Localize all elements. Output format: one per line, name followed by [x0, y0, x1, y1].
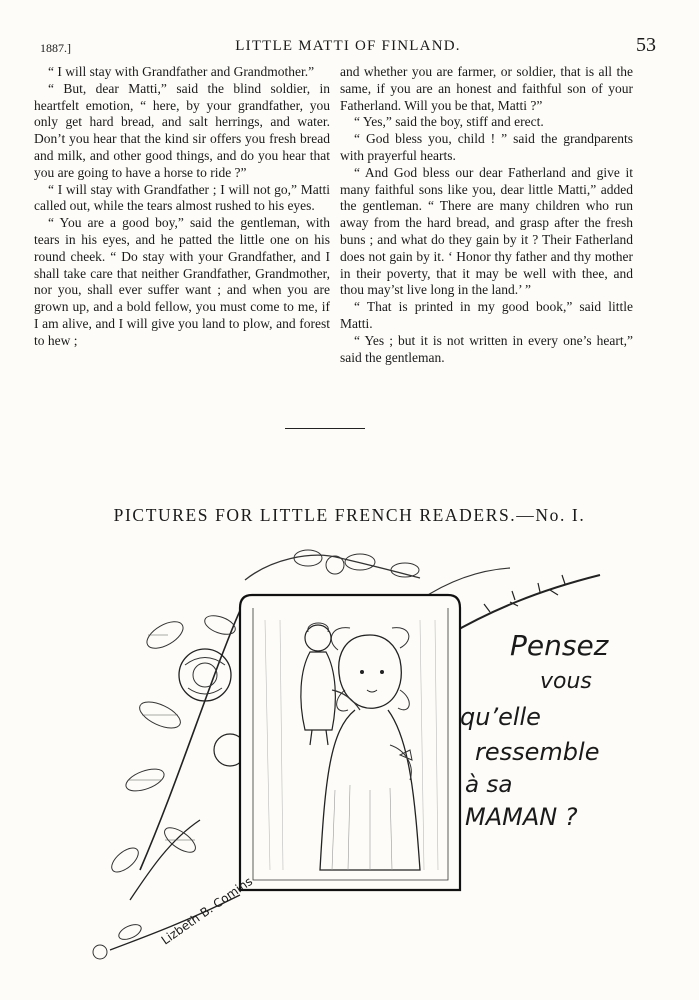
page-number: 53 [636, 34, 656, 56]
section-title: PICTURES FOR LITTLE FRENCH READERS.—No. I. [113, 505, 586, 525]
paragraph: “ I will stay with Grandfather ; I will not go,” Matti called out, while the tears almost rushed to his eyes. [34, 181, 330, 214]
artist-signature: Lizbeth B. Comins [158, 874, 256, 948]
paragraph: “ Yes ; but it is not written in every one’s heart,” said the gentleman. [340, 332, 633, 365]
illustration [70, 540, 630, 980]
paragraph: and whether you are farmer, or soldier, that is all the same, if you are an honest and faithful son of your Fatherland. Will you be that, Matti ?” [340, 64, 633, 113]
paragraph: “ You are a good boy,” said the gentleman, with tears in his eyes, and he patted the little one on his round cheek. “ Do stay with your Grandfather, and I shall take care that neither Grandfather, Grandmother, nor you, shall ever suffer want ; and when you are grown up, and a bold fellow, you must come to me, if I am alive, and I will give you land to plow, and forest to hew ; [34, 215, 330, 348]
running-header [40, 34, 656, 58]
issue-year: 1887.] [40, 41, 71, 55]
paragraph: “ God bless you, child ! ” said the grandparents with prayerful hearts. [340, 131, 633, 163]
running-title: LITTLE MATTI OF FINLAND. [235, 38, 461, 54]
section-divider [285, 428, 365, 429]
paragraph: “ Yes,” said the boy, stiff and erect. [354, 114, 544, 130]
illustration-drawing [70, 540, 630, 980]
story-right-column [340, 64, 633, 366]
paragraph: “ I will stay with Grandfather and Grandmother.” [48, 64, 315, 79]
paragraph: “ And God bless our dear Fatherland and give it many faithful sons like you, dear little Matti,” added the gentleman. “ There are many children who run away from the hard bread, and grasp after the fresh buns ; and what do they gain by it ? Their Fatherland does not gain by it. ‘ Honor thy father and thy mother in their poverty, that it may be well with thee, and thou may’st live long in the land.’ ” [340, 164, 633, 298]
caption-line: MAMAN ? [465, 803, 578, 831]
paragraph: “ That is printed in my good book,” said little Matti. [340, 299, 633, 331]
caption-line: ressemble [475, 738, 600, 766]
french-caption [460, 629, 610, 831]
story-left-column [34, 64, 330, 350]
paragraph: “ But, dear Matti,” said the blind soldier, in heartfelt emotion, “ here, by your grandfather, you only get hard bread, and salt herrings, and water. Don’t you hear that the kind sir offers you fresh bread and milk, and other good things, and do you hear that you are going to have a horse to ride ?” [34, 80, 330, 180]
caption-line: à sa [465, 772, 513, 798]
caption-line: qu’elle [460, 703, 541, 731]
caption-line: vous [540, 669, 592, 694]
caption-line: Pensez [510, 629, 609, 662]
